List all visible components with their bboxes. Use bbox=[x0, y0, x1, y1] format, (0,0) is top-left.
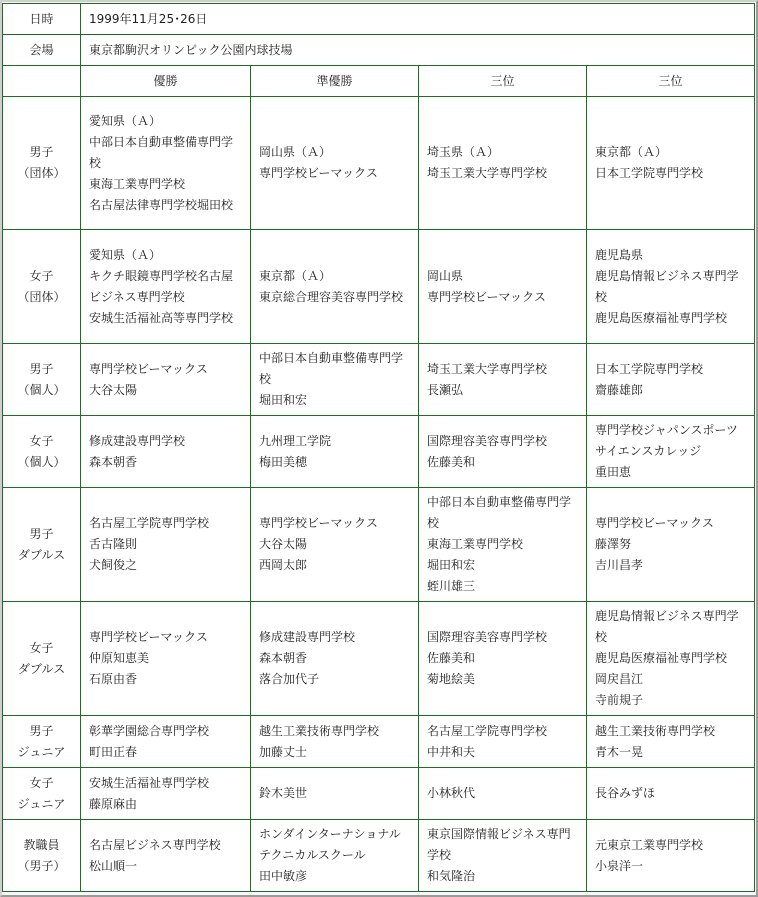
category-line: （団体） bbox=[17, 289, 66, 304]
winner-cell bbox=[81, 344, 251, 416]
category-line: ジュニア bbox=[17, 796, 66, 811]
cell-line: 鹿児島医療福祉専門学校 bbox=[595, 651, 728, 665]
winner-cell bbox=[81, 716, 251, 768]
cell-line: 埼玉県（Ａ） bbox=[427, 145, 500, 159]
category-line: ダブルス bbox=[17, 661, 66, 676]
category-cell bbox=[3, 820, 81, 892]
cell-line: 和気隆治 bbox=[427, 869, 476, 883]
winner-cell bbox=[81, 488, 251, 602]
category-line: （個人） bbox=[17, 382, 66, 397]
cell-line: 長瀬弘 bbox=[427, 382, 464, 397]
third-cell-a bbox=[419, 768, 587, 820]
category-line: 女子 bbox=[29, 775, 54, 790]
result-row bbox=[3, 602, 755, 716]
cell-line: 蛭川雄三 bbox=[427, 579, 476, 593]
third-cell-b bbox=[587, 768, 755, 820]
cell-line: 佐藤美和 bbox=[427, 454, 476, 469]
cell-line: 名古屋工学院専門学校 bbox=[427, 723, 548, 738]
winner-cell bbox=[81, 602, 251, 716]
runner-up-cell bbox=[251, 716, 419, 768]
cell-line: 日本工学院専門学校 bbox=[595, 361, 704, 376]
category-line: 男子 bbox=[29, 361, 54, 376]
cell-line: 専門学校ビーマックス bbox=[89, 630, 208, 644]
category-line: 男子 bbox=[29, 526, 54, 541]
category-cell bbox=[3, 97, 81, 230]
cell-line: 堀田和宏 bbox=[427, 558, 476, 572]
runner-up-cell bbox=[251, 820, 419, 892]
category-line: 教職員 bbox=[23, 837, 60, 852]
cell-line: 田中敏彦 bbox=[259, 869, 308, 883]
cell-line: 佐藤美和 bbox=[427, 651, 476, 665]
winner-cell bbox=[81, 416, 251, 488]
runner-up-cell bbox=[251, 230, 419, 344]
cell-line: 森本朝香 bbox=[89, 454, 138, 469]
cell-line: 安城生活福祉高等専門学校 bbox=[89, 310, 234, 325]
cell-line: 森本朝香 bbox=[259, 651, 308, 665]
header-runner-up: 準優勝 bbox=[251, 66, 419, 97]
cell-line: 青木一晃 bbox=[595, 744, 644, 759]
venue-row bbox=[3, 35, 755, 66]
cell-line: 専門学校ビーマックス bbox=[595, 516, 714, 530]
cell-line: 専門学校ビーマックス bbox=[259, 166, 378, 180]
result-row bbox=[3, 97, 755, 230]
cell-line: 鹿児島医療福祉専門学校 bbox=[595, 310, 728, 325]
venue-label: 会場 bbox=[3, 35, 81, 66]
cell-line: 落合加代子 bbox=[259, 672, 320, 686]
third-cell-b bbox=[587, 602, 755, 716]
cell-line: 東海工業専門学校 bbox=[427, 537, 524, 551]
category-cell bbox=[3, 488, 81, 602]
cell-line: 東京都（Ａ） bbox=[595, 145, 668, 159]
result-row bbox=[3, 820, 755, 892]
header-winner: 優勝 bbox=[81, 66, 251, 97]
category-cell bbox=[3, 344, 81, 416]
third-cell-a bbox=[419, 344, 587, 416]
winner-cell bbox=[81, 820, 251, 892]
result-row bbox=[3, 344, 755, 416]
date-value: 1999年11月25･26日 bbox=[81, 4, 755, 35]
cell-line: 梅田美穂 bbox=[259, 454, 308, 469]
cell-line: 鹿児島情報ビジネス専門学校 bbox=[595, 268, 739, 304]
cell-line: 大谷太陽 bbox=[89, 382, 138, 397]
runner-up-cell bbox=[251, 602, 419, 716]
cell-line: 藤原麻由 bbox=[89, 796, 138, 811]
cell-line: 越生工業技術専門学校 bbox=[259, 723, 380, 738]
third-cell-a bbox=[419, 97, 587, 230]
runner-up-cell bbox=[251, 768, 419, 820]
category-cell bbox=[3, 602, 81, 716]
cell-line: ホンダインターナショナルテクニカルスクール bbox=[259, 827, 401, 862]
cell-line: 専門学校ジャパンスポーツサイエンスカレッジ bbox=[595, 423, 738, 458]
date-row bbox=[3, 4, 755, 35]
cell-line: 重田恵 bbox=[595, 465, 632, 479]
cell-line: 吉川昌孝 bbox=[595, 558, 644, 572]
cell-line: 大谷太陽 bbox=[259, 537, 308, 551]
third-cell-b bbox=[587, 820, 755, 892]
cell-line: 町田正春 bbox=[89, 744, 138, 759]
result-row bbox=[3, 716, 755, 768]
cell-line: 中井和夫 bbox=[427, 744, 476, 759]
third-cell-b bbox=[587, 97, 755, 230]
cell-line: 修成建設専門学校 bbox=[89, 433, 186, 448]
cell-line: 寺前規子 bbox=[595, 693, 644, 707]
third-cell-a bbox=[419, 416, 587, 488]
cell-line: 小泉洋一 bbox=[595, 858, 644, 873]
cell-line: 小林秋代 bbox=[427, 786, 476, 800]
header-row bbox=[3, 66, 755, 97]
cell-line: 鈴木美世 bbox=[259, 786, 308, 800]
cell-line: 中部日本自動車整備専門学校 bbox=[89, 134, 234, 170]
header-third-b: 三位 bbox=[587, 66, 755, 97]
cell-line: 日本工学院専門学校 bbox=[595, 166, 704, 180]
date-label: 日時 bbox=[3, 4, 81, 35]
result-row bbox=[3, 230, 755, 344]
cell-line: 中部日本自動車整備専門学校 bbox=[427, 495, 572, 530]
category-line: 男子 bbox=[29, 145, 54, 159]
cell-line: 愛知県（Ａ） bbox=[89, 247, 162, 262]
third-cell-b bbox=[587, 344, 755, 416]
cell-line: 仲原知恵美 bbox=[89, 651, 150, 665]
cell-line: 国際理容美容専門学校 bbox=[427, 630, 548, 644]
runner-up-cell bbox=[251, 97, 419, 230]
third-cell-a bbox=[419, 716, 587, 768]
third-cell-a bbox=[419, 230, 587, 344]
cell-line: 専門学校ビーマックス bbox=[259, 516, 378, 530]
cell-line: 舌古隆則 bbox=[89, 537, 138, 551]
third-cell-a bbox=[419, 820, 587, 892]
cell-line: 鹿児島情報ビジネス専門学校 bbox=[595, 609, 739, 644]
cell-line: 犬飼俊之 bbox=[89, 558, 138, 572]
category-line: （個人） bbox=[17, 454, 66, 469]
header-blank bbox=[3, 66, 81, 97]
cell-line: 西岡太郎 bbox=[259, 558, 308, 572]
category-line: 男子 bbox=[29, 723, 54, 738]
winner-cell bbox=[81, 230, 251, 344]
category-line: 女子 bbox=[29, 433, 54, 448]
cell-line: 東京国際情報ビジネス専門学校 bbox=[427, 827, 571, 862]
cell-line: 中部日本自動車整備専門学校 bbox=[259, 351, 404, 386]
cell-line: 埼玉工業大学専門学校 bbox=[427, 361, 548, 376]
winner-cell bbox=[81, 768, 251, 820]
third-cell-b bbox=[587, 416, 755, 488]
cell-line: 埼玉工業大学専門学校 bbox=[427, 166, 548, 180]
cell-line: 菊地絵美 bbox=[427, 672, 476, 686]
cell-line: 東京総合理容美容専門学校 bbox=[259, 289, 404, 304]
category-line: （男子） bbox=[17, 858, 66, 873]
category-line: 女子 bbox=[29, 268, 54, 283]
cell-line: 愛知県（Ａ） bbox=[89, 113, 162, 128]
cell-line: 元東京工業専門学校 bbox=[595, 837, 704, 852]
cell-line: 安城生活福祉専門学校 bbox=[89, 775, 210, 790]
cell-line: 岡戻昌江 bbox=[595, 672, 644, 686]
cell-line: 岡山県 bbox=[427, 268, 464, 283]
runner-up-cell bbox=[251, 416, 419, 488]
third-cell-b bbox=[587, 716, 755, 768]
runner-up-cell bbox=[251, 344, 419, 416]
cell-line: 長谷みずほ bbox=[595, 786, 656, 800]
category-line: （団体） bbox=[17, 166, 66, 180]
results-table bbox=[2, 3, 755, 892]
header-third-a: 三位 bbox=[419, 66, 587, 97]
cell-line: 専門学校ビーマックス bbox=[427, 289, 546, 304]
cell-line: 彰華学園総合専門学校 bbox=[89, 723, 210, 738]
cell-line: 東海工業専門学校 bbox=[89, 176, 186, 191]
cell-line: 加藤丈士 bbox=[259, 744, 308, 759]
cell-line: 齋藤雄郎 bbox=[595, 382, 644, 397]
category-cell bbox=[3, 768, 81, 820]
winner-cell bbox=[81, 97, 251, 230]
runner-up-cell bbox=[251, 488, 419, 602]
third-cell-a bbox=[419, 488, 587, 602]
cell-line: 石原由香 bbox=[89, 672, 138, 686]
cell-line: 修成建設専門学校 bbox=[259, 630, 356, 644]
cell-line: 鹿児島県 bbox=[595, 247, 644, 262]
cell-line: 越生工業技術専門学校 bbox=[595, 723, 716, 738]
cell-line: 藤澤努 bbox=[595, 537, 632, 551]
cell-line: 名古屋法律専門学校堀田校 bbox=[89, 197, 234, 212]
result-row bbox=[3, 416, 755, 488]
category-cell bbox=[3, 716, 81, 768]
category-cell bbox=[3, 230, 81, 344]
third-cell-b bbox=[587, 488, 755, 602]
cell-line: 専門学校ビーマックス bbox=[89, 361, 208, 376]
cell-line: 名古屋工学院専門学校 bbox=[89, 516, 210, 530]
third-cell-a bbox=[419, 602, 587, 716]
cell-line: キクチ眼鏡専門学校名古屋ビジネス専門学校 bbox=[89, 268, 234, 304]
venue-value: 東京都駒沢オリンピック公園内球技場 bbox=[81, 35, 755, 66]
cell-line: 堀田和宏 bbox=[259, 393, 308, 407]
category-cell bbox=[3, 416, 81, 488]
category-line: ジュニア bbox=[17, 744, 66, 759]
category-line: 女子 bbox=[29, 640, 54, 655]
cell-line: 国際理容美容専門学校 bbox=[427, 433, 548, 448]
cell-line: 岡山県（Ａ） bbox=[259, 145, 332, 159]
cell-line: 九州理工学院 bbox=[259, 433, 332, 448]
third-cell-b bbox=[587, 230, 755, 344]
cell-line: 名古屋ビジネス専門学校 bbox=[89, 837, 221, 852]
category-line: ダブルス bbox=[17, 547, 66, 562]
cell-line: 東京都（Ａ） bbox=[259, 268, 332, 283]
result-row bbox=[3, 768, 755, 820]
cell-line: 松山順一 bbox=[89, 858, 138, 873]
result-row bbox=[3, 488, 755, 602]
